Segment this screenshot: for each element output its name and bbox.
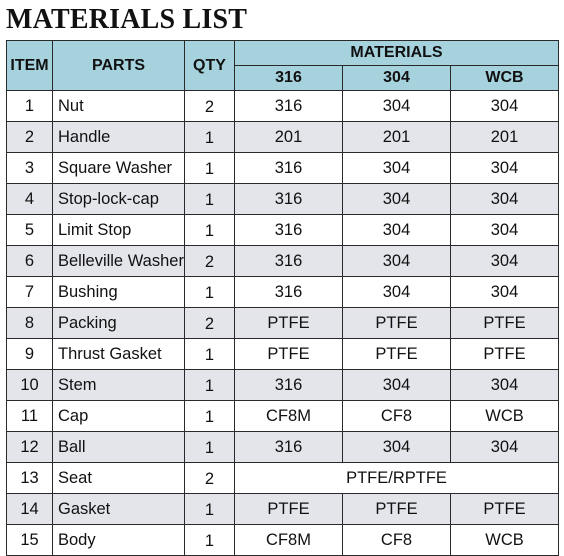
material-wcb: 304: [451, 246, 559, 277]
part-qty: 2: [185, 463, 235, 494]
material-wcb: 304: [451, 432, 559, 463]
table-row: [7, 432, 559, 463]
table-row: [7, 91, 559, 122]
part-qty: 1: [185, 494, 235, 525]
material-304: 304: [343, 91, 451, 122]
material-wcb: 304: [451, 91, 559, 122]
table-row: [7, 308, 559, 339]
table-row: [7, 339, 559, 370]
item-number: 10: [7, 370, 53, 401]
item-number: 4: [7, 184, 53, 215]
part-qty: 1: [185, 153, 235, 184]
material-316: 316: [235, 153, 343, 184]
material-merged: PTFE/RPTFE: [235, 463, 559, 494]
part-name: Stop-lock-cap: [53, 184, 185, 215]
material-316: PTFE: [235, 308, 343, 339]
part-name: Gasket: [53, 494, 185, 525]
item-number: 7: [7, 277, 53, 308]
table-row: [7, 246, 559, 277]
item-number: 14: [7, 494, 53, 525]
material-wcb: 304: [451, 153, 559, 184]
material-304: PTFE: [343, 494, 451, 525]
material-316: 316: [235, 215, 343, 246]
part-name: Limit Stop: [53, 215, 185, 246]
table-row: [7, 463, 559, 494]
materials-table: [6, 40, 559, 556]
item-number: 9: [7, 339, 53, 370]
part-name: Cap: [53, 401, 185, 432]
table-row: [7, 153, 559, 184]
part-qty: 1: [185, 370, 235, 401]
item-number: 2: [7, 122, 53, 153]
material-316: PTFE: [235, 339, 343, 370]
grade-316-header: 316: [235, 66, 343, 91]
material-304: 304: [343, 246, 451, 277]
item-number: 8: [7, 308, 53, 339]
material-wcb: PTFE: [451, 494, 559, 525]
part-qty: 1: [185, 432, 235, 463]
item-number: 6: [7, 246, 53, 277]
part-qty: 1: [185, 339, 235, 370]
materials-group-header: MATERIALS: [235, 41, 559, 66]
part-name: Stem: [53, 370, 185, 401]
material-316: CF8M: [235, 525, 343, 556]
part-name: Body: [53, 525, 185, 556]
material-304: 304: [343, 277, 451, 308]
material-304: 304: [343, 215, 451, 246]
material-304: CF8: [343, 525, 451, 556]
item-number: 11: [7, 401, 53, 432]
material-316: PTFE: [235, 494, 343, 525]
part-qty: 1: [185, 277, 235, 308]
material-wcb: 304: [451, 370, 559, 401]
material-316: 316: [235, 277, 343, 308]
material-304: 304: [343, 153, 451, 184]
material-316: 316: [235, 432, 343, 463]
qty-column-header: QTY: [185, 41, 235, 91]
part-qty: 1: [185, 525, 235, 556]
grade-304-header: 304: [343, 66, 451, 91]
material-304: PTFE: [343, 339, 451, 370]
part-qty: 1: [185, 401, 235, 432]
material-304: 201: [343, 122, 451, 153]
table-row: [7, 215, 559, 246]
table-row: [7, 494, 559, 525]
material-316: 316: [235, 184, 343, 215]
table-row: [7, 525, 559, 556]
table-body: [7, 91, 559, 556]
part-name: Nut: [53, 91, 185, 122]
material-316: 316: [235, 91, 343, 122]
material-304: 304: [343, 370, 451, 401]
item-number: 12: [7, 432, 53, 463]
item-number: 13: [7, 463, 53, 494]
part-name: Bushing: [53, 277, 185, 308]
material-wcb: PTFE: [451, 308, 559, 339]
item-number: 1: [7, 91, 53, 122]
table-row: [7, 122, 559, 153]
part-qty: 1: [185, 122, 235, 153]
part-name: Belleville Washer: [53, 246, 185, 277]
table-row: [7, 184, 559, 215]
part-name: Seat: [53, 463, 185, 494]
part-qty: 2: [185, 246, 235, 277]
part-qty: 1: [185, 215, 235, 246]
material-wcb: 304: [451, 184, 559, 215]
item-number: 5: [7, 215, 53, 246]
item-number: 3: [7, 153, 53, 184]
item-column-header: ITEM: [7, 41, 53, 91]
material-316: CF8M: [235, 401, 343, 432]
material-316: 316: [235, 370, 343, 401]
material-wcb: 304: [451, 215, 559, 246]
table-row: [7, 370, 559, 401]
material-304: 304: [343, 184, 451, 215]
material-wcb: 304: [451, 277, 559, 308]
material-316: 201: [235, 122, 343, 153]
material-wcb: WCB: [451, 401, 559, 432]
part-name: Handle: [53, 122, 185, 153]
page-title: MATERIALS LIST: [6, 4, 248, 35]
part-qty: 2: [185, 308, 235, 339]
part-name: Packing: [53, 308, 185, 339]
parts-column-header: PARTS: [53, 41, 185, 91]
material-wcb: WCB: [451, 525, 559, 556]
table-header: [7, 41, 559, 91]
part-name: Ball: [53, 432, 185, 463]
material-316: 316: [235, 246, 343, 277]
material-304: PTFE: [343, 308, 451, 339]
item-number: 15: [7, 525, 53, 556]
material-wcb: PTFE: [451, 339, 559, 370]
grade-wcb-header: WCB: [451, 66, 559, 91]
table-row: [7, 277, 559, 308]
material-304: 304: [343, 432, 451, 463]
part-qty: 2: [185, 91, 235, 122]
part-qty: 1: [185, 184, 235, 215]
part-name: Thrust Gasket: [53, 339, 185, 370]
table-row: [7, 401, 559, 432]
material-304: CF8: [343, 401, 451, 432]
material-wcb: 201: [451, 122, 559, 153]
part-name: Square Washer: [53, 153, 185, 184]
